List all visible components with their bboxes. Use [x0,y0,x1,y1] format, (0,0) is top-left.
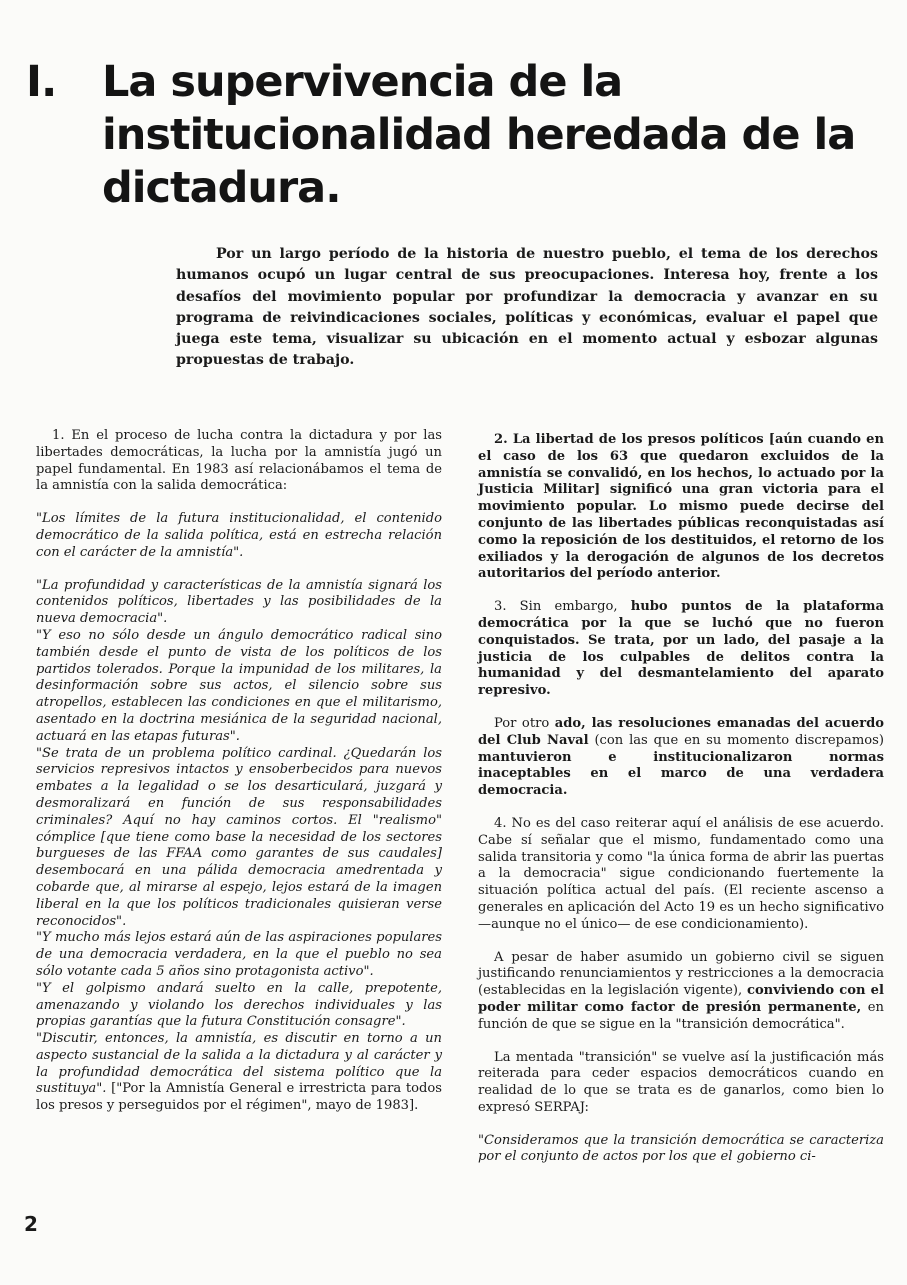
right-column [478,428,884,1166]
quote-1: "Los límites de la futura institucionalidad, el contenido democrático de la salida política, está en estrecha relación con el carácter de la amnistía". [36,511,442,560]
heading-line-2: institucionalidad heredada de la [102,110,856,160]
quote-6: "Y el golpismo andará suelto en la calle, prepotente, amenazando y violando los derechos individuales y las propias garantías que la futura Constitución consagre". [36,980,442,1030]
intro-block [176,244,878,372]
quote-7-block [36,1031,442,1115]
paragraph-1: 1. En el proceso de lucha contra la dictadura y por las libertades democráticas, la lucha por la amnistía jugó un papel fundamental. En 1983 así relacionábamos el tema de la amnistía con la salida democrática: [36,428,442,494]
left-column [36,428,442,1115]
paragraph-3 [478,599,884,700]
quote-7-reference: ["Por la Amnistía General e irrestricta para todos los presos y perseguidos por el régimen", mayo de 1983]. [36,1081,442,1114]
paragraph-4-aside: (con las que en su momento discrepamos) [588,732,884,748]
quote-8: "Consideramos que la transición democrática se caracteriza por el conjunto de actos por los que el gobierno ci- [478,1132,884,1165]
paragraph-4-lead: Por otro [494,715,555,731]
paragraph-6 [478,950,884,1034]
paragraph-6-tail: en función de que se sigue en la "transición democrática". [478,999,884,1032]
paragraph-3-lead: 3. Sin embargo, [494,599,631,615]
paragraph-5: 4. No es del caso reiterar aquí el análisis de ese acuerdo. Cabe sí señalar que el mismo, fundamentado como una salida transitoria y como "la única forma de abrir las puertas a la democracia" sigue condicionando fuertemente la situación política actual del país. (El reciente ascenso a generales en aplicación del Acto 19 es un hecho significativo —aunque no el único— de ese condicionamiento). [478,815,884,932]
quote-7: "Discutir, entonces, la amnistía, es discutir en torno a un aspecto sustancial de la salida a la dictadura y al carácter y la profundidad democrática del sistema político que la sustituya". [36,1031,442,1097]
paragraph-2: 2. La libertad de los presos políticos [aún cuando en el caso de los 63 que quedaron excluidos de la amnistía se convalidó, en los hechos, lo actuado por la Justicia Militar] significó una gran victoria para el movimiento popular. Lo mismo puede decirse del conjunto de las libertades públicas reconquistadas así como la reposición de los destituidos, el retorno de los exiliados y la derogación de algunos de los decretos autoritarios del período anterior. [478,432,884,582]
paragraph-6-bold: conviviendo con el poder militar como factor de presión permanente, [478,983,884,1015]
page-number: 2 [24,1212,38,1236]
heading-line-3: dictadura. [102,163,341,213]
quote-2: "La profundidad y características de la amnistía signará los contenidos políticos, libertades y las posibilidades de la nueva democracia". [36,577,442,627]
paragraph-3-bold: hubo puntos de la plataforma democrática por la que se luchó que no fueron conquistados. Se trata, por un lado, del pasaje a la justicia de los culpables de delitos contra la humanidad y del desmantelamiento del aparato represivo. [478,599,884,699]
intro-paragraph: Por un largo período de la historia de nuestro pueblo, el tema de los derechos humanos ocupó un lugar central de sus preocupaciones. Interesa hoy, frente a los desafíos del movimiento popular por profundizar la democracia y avanzar en su programa de reivindicaciones sociales, políticas y económicas, evaluar el papel que juega este tema, visualizar su ubicación en el momento actual y esbozar algunas propuestas de trabajo. [176,246,878,369]
heading-line-1: La supervivencia de la [102,57,623,107]
paragraph-7: La mentada "transición" se vuelve así la justificación más reiterada para ceder espacios democráticos cuando en realidad de lo que se trata es de ganarlos, como bien lo expresó SERPAJ: [478,1049,884,1115]
quote-3: "Y eso no sólo desde un ángulo democrático radical sino también desde el punto de vista de los políticos de los partidos tolerados. Porque la impunidad de los militares, la desinformación sobre sus actos, el silencio sobre sus atropellos, establecen las condiciones en que el militarismo, asentado en la doctrina mesiánica de la seguridad nacional, actuará en las etapas futuras". [36,627,442,744]
paragraph-4-bold-2: mantuvieron e institucionalizaron normas inaceptables en el marco de una verdadera democracia. [478,749,884,799]
quote-4: "Se trata de un problema político cardinal. ¿Quedarán los servicios represivos intactos y ensoberbecidos para nuevos embates a la legalidad o se los desarticulará, juzgará y desmoralizará en función de sus responsabilidades criminales? Aquí no hay caminos cortos. El "realismo" cómplice [que tiene como base la necesidad de los sectores burgueses de las FFAA como garantes de sus caudales] desembocará en una pálida democracia amedrentada y cobarde que, al mirarse al espejo, lejos estará de la imagen liberal en la que los políticos tradicionales quisieran verse reconocidos". [36,745,442,929]
quote-5: "Y mucho más lejos estará aún de las aspiraciones populares de una democracia verdadera, en la que el pueblo no sea sólo votante cada 5 años sino protagonista activo". [36,930,442,979]
paragraph-6-lead: A pesar de haber asumido un gobierno civil se siguen justificando renunciamientos y restricciones a la democracia (establecidas en la legislación vigente), [478,949,884,999]
paragraph-4 [478,716,884,800]
chapter-heading [26,56,896,215]
paragraph-4-bold-1: ado, las resoluciones emanadas del acuerdo del Club Naval [478,715,884,748]
chapter-number: I. [26,57,57,107]
